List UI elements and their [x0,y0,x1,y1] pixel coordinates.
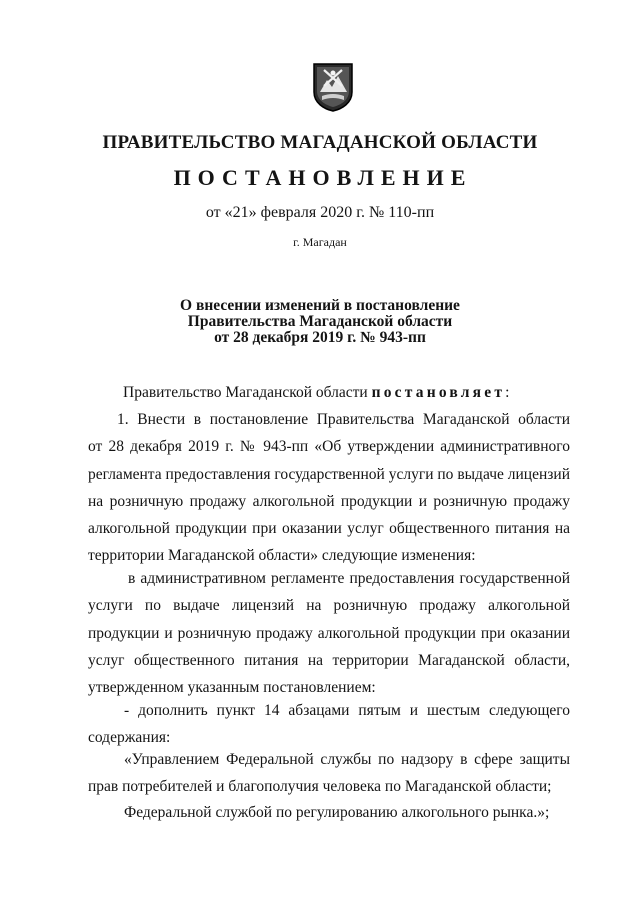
paragraph-line: содержания: [88,729,171,747]
paragraph-line: услуги по выдаче лицензий на розничную продажу алкогольной [88,597,570,615]
government-title: ПРАВИТЕЛЬСТВО МАГАДАНСКОЙ ОБЛАСТИ [102,132,538,153]
document-date-number: от «21» февраля 2020 г. № 110-пп [205,204,435,221]
paragraph-4 [88,746,570,801]
paragraph-line: Федеральной службой по регулированию алкогольного рынка.»; [124,804,550,821]
paragraph-line: в административном регламенте предоставления государственной [128,570,570,587]
preamble-line [88,379,570,406]
paragraph-line: - дополнить пункт 14 абзацами пятым и шестым следующего [124,702,570,719]
paragraph-line: прав потребителей и благополучия человека по Магаданской области; [88,778,552,796]
coat-of-arms-icon [312,62,354,112]
subject-line: от 28 декабря 2019 г. № 943-пп [214,329,426,346]
subject-line: О внесении изменений в постановление [180,297,460,314]
paragraph-line: утвержденном указанным постановлением: [88,679,376,697]
paragraph-line: от 28 декабря 2019 г. № 943-пп «Об утверждении административного [88,438,570,456]
paragraph-line: продукции и розничную продажу алкогольной продукции при оказании [88,624,570,642]
preamble-colon: : [505,384,510,401]
paragraph-line: регламента предоставления государственной услуги по выдаче лицензий [88,465,570,483]
paragraph-3 [88,697,570,752]
paragraph-1 [88,406,570,570]
paragraph-line: территории Магаданской области» следующие изменения: [88,547,476,565]
subject-line: Правительства Магаданской области [187,313,453,330]
document-city: г. Магадан [293,235,347,249]
paragraph-line: на розничную продажу алкогольной продукции и розничную продажу [88,492,570,510]
paragraph-5 [88,799,570,826]
preamble [88,379,570,406]
document-subject [0,298,640,346]
paragraph-2 [88,565,570,701]
paragraph-line: услуг общественного питания на территории Магаданской области, [88,651,570,669]
preamble-decree-word: постановляет [371,384,506,401]
document-type: ПОСТАНОВЛЕНИЕ [173,165,473,190]
paragraph-line: 1. Внести в постановление Правительства Магаданской области [117,411,570,428]
paragraph-line: алкогольной продукции при оказании услуг общественного питания на [88,520,570,538]
paragraph-line: «Управлением Федеральной службы по надзору в сфере защиты [124,751,570,768]
preamble-text: Правительство Магаданской области [123,384,372,401]
